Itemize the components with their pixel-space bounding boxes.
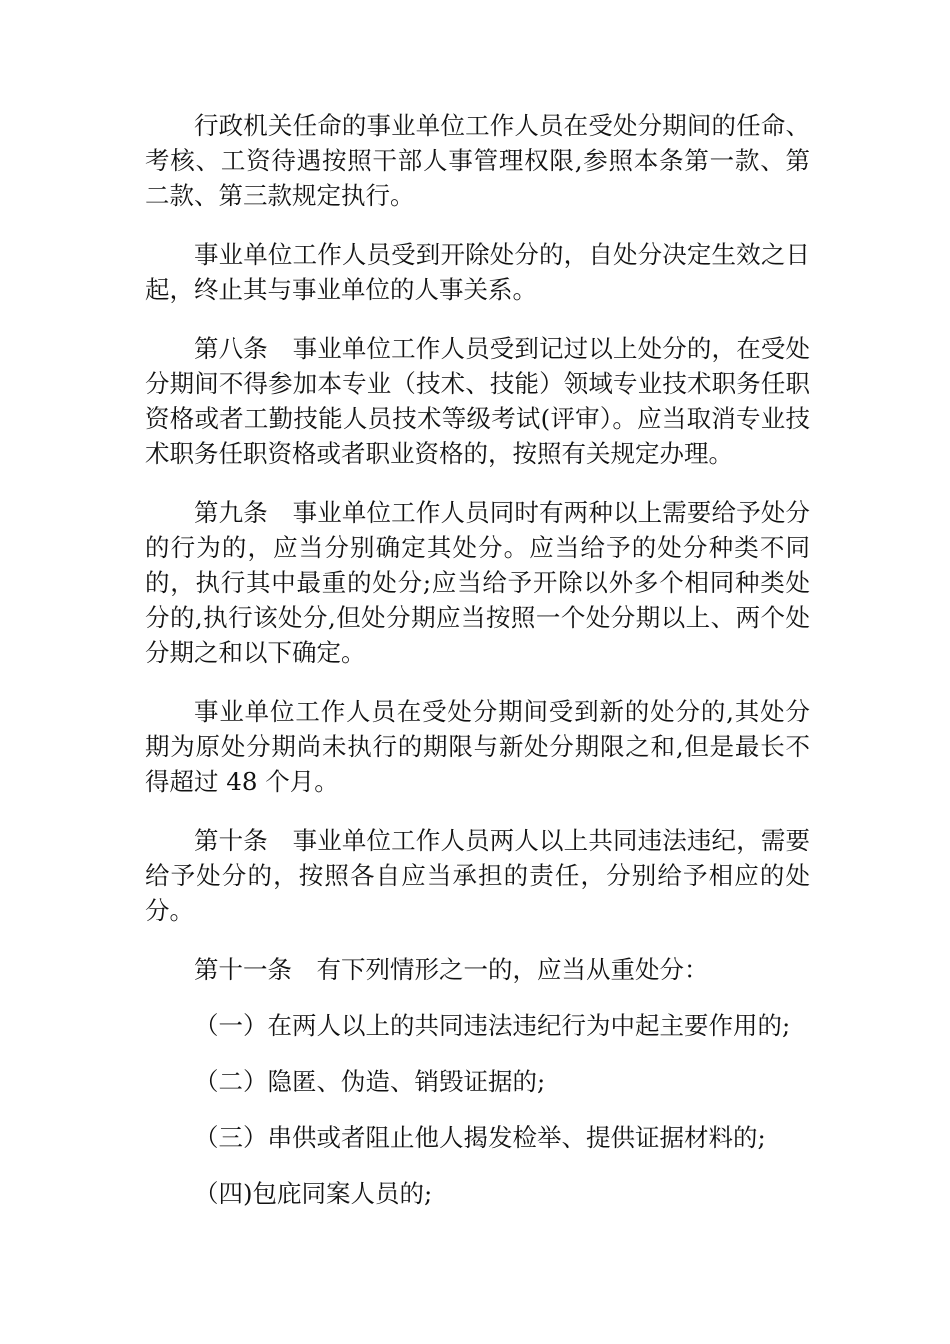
list-item-3: （三）串供或者阻止他人揭发检举、提供证据材料的; — [194, 1123, 766, 1152]
paragraph-appointment-rules: 行政机关任命的事业单位工作人员在受处分期间的任命、考核、工资待遇按照干部人事管理权限,参照本条第一款、第二款、第三款规定执行。 — [145, 111, 810, 210]
list-item-1: （一）在两人以上的共同违法违纪行为中起主要作用的; — [194, 1011, 791, 1040]
document-body — [145, 108, 810, 1232]
paragraph-new-punishment: 事业单位工作人员在受处分期间受到新的处分的,其处分期为原处分期尚未执行的期限与新处分期限之和,但是最长不得超过 48 个月。 — [145, 697, 810, 796]
paragraph-dismissal: 事业单位工作人员受到开除处分的，自处分决定生效之日起，终止其与事业单位的人事关系。 — [145, 240, 810, 304]
paragraph-article-10: 第十条 事业单位工作人员两人以上共同违法违纪，需要给予处分的，按照各自应当承担的责任，分别给予相应的处分。 — [145, 826, 810, 925]
list-item-4: （四)包庇同案人员的; — [194, 1179, 433, 1208]
list-item-2: （二）隐匿、伪造、销毁证据的; — [194, 1067, 546, 1096]
paragraph-article-8: 第八条 事业单位工作人员受到记过以上处分的，在受处分期间不得参加本专业（技术、技能）领域专业技术职务任职资格或者工勤技能人员技术等级考试(评审）。应当取消专业技术职务任职资格或者职业资格的，按照有关规定办理。 — [145, 334, 810, 468]
paragraph-article-9: 第九条 事业单位工作人员同时有两种以上需要给予处分的行为的，应当分别确定其处分。应当给予的处分种类不同的，执行其中最重的处分;应当给予开除以外多个相同种类处分的,执行该处分,但处分期应当按照一个处分期以上、两个处分期之和以下确定。 — [145, 498, 810, 667]
paragraph-article-11: 第十一条 有下列情形之一的，应当从重处分： — [194, 955, 709, 984]
